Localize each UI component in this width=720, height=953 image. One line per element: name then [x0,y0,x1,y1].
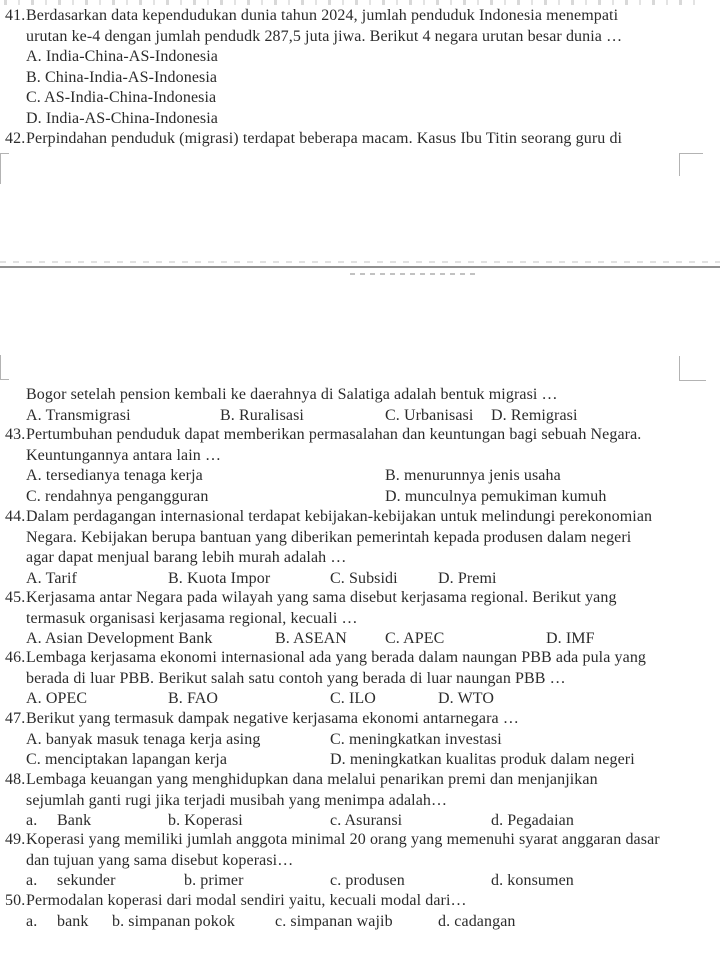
question-line [0,129,720,150]
answer-option: A. Tarif [26,569,77,587]
option-row [0,109,720,130]
answer-option: D. WTO [438,690,495,707]
option-row [0,871,720,892]
option-row [0,88,720,109]
question-line [0,791,720,812]
answer-option: A. India-China-AS-Indonesia [26,48,218,65]
question-text-line: agar dapat menjual barang lebih murah adalah … [26,549,347,566]
question-text-line: Keuntungannya antara lain … [26,446,222,464]
question-number: 42. [5,130,26,147]
answer-option: d. cadangan [438,912,516,930]
question-text-line: dan tujuan yang sama disebut koperasi… [26,851,294,869]
answer-option: Bank [57,812,92,829]
option-row [0,487,720,508]
answer-option: B. ASEAN [275,630,347,647]
answer-option: D. Premi [438,569,497,587]
answer-option: bank [57,912,89,930]
option-row [0,406,720,427]
question-43 [0,425,720,507]
question-number: 50. [5,892,26,909]
question-50 [0,891,720,932]
answer-option: c. Asuransi [330,812,403,829]
question-42-part2 [0,385,720,426]
question-text-line: Perpindahan penduduk (migrasi) terdapat beberapa macam. Kasus Ibu Titin seorang guru di [26,130,623,147]
answer-option: b. simpanan pokok [112,912,236,930]
question-text-line: Negara. Kebijakan berupa bantuan yang diberikan pemerintah kepada produsen dalam negeri [26,528,632,546]
option-row [0,68,720,89]
question-text-line: urutan ke-4 dengan jumlah pendudk 287,5 juta jiwa. Berikut 4 negara urutan besar dunia … [26,27,623,45]
clipped-text-fragment [4,0,704,5]
question-line [0,507,720,528]
option-row [0,730,720,751]
answer-option: b. Koperasi [168,812,243,829]
question-text-line: Kerjasama antar Negara pada wilayah yang sama disebut kerjasama regional. Berikut yang [26,589,617,606]
answer-option: C. APEC [385,630,445,647]
crop-mark-top-left [0,153,9,184]
answer-option: D. munculnya pemukiman kumuh [385,487,607,505]
question-line [0,27,720,48]
question-line [0,891,720,912]
question-number: 49. [5,831,26,848]
answer-option: A. OPEC [26,690,88,707]
question-line [0,830,720,851]
question-45 [0,588,720,650]
question-41 [0,6,720,129]
page-break-dashes [350,273,480,275]
answer-option-letter: a. [26,872,38,889]
answer-option: C. Subsidi [330,569,398,587]
question-line [0,425,720,446]
crop-mark-bottom-right [679,356,706,381]
question-text-line: termasuk organisasi kerjasama regional, kecuali … [26,609,358,627]
question-text-line: Pertumbuhan penduduk dapat memberikan permasalahan dan keuntungan bagi sebuah Negara. [26,426,642,443]
option-row [0,689,720,710]
answer-option: B. menurunnya jenis usaha [385,467,561,484]
answer-option: C. ILO [330,690,376,707]
question-text-line: Berikut yang termasuk dampak negative kerjasama ekonomi antarnegara … [26,710,519,727]
answer-option: d. Pegadaian [491,812,574,829]
question-number: 46. [5,649,26,666]
question-49 [0,830,720,892]
answer-option: C. rendahnya pengangguran [26,487,209,505]
option-row [0,569,720,590]
answer-option: d. konsumen [491,872,574,889]
answer-option: D. IMF [546,630,595,647]
answer-option: C. AS-India-China-Indonesia [26,89,217,106]
question-44 [0,507,720,589]
answer-option: A. Transmigrasi [26,406,131,424]
question-line [0,548,720,569]
question-line [0,851,720,872]
question-number: 41. [5,7,26,24]
option-row [0,47,720,68]
page-edge-dots [0,261,720,263]
crop-mark-bottom-left [0,355,9,380]
question-line [0,648,720,669]
page-break-divider [0,266,720,268]
question-text-line: Koperasi yang memiliki jumlah anggota minimal 20 orang yang memenuhi syarat anggaran dasar [26,831,660,848]
option-row [0,466,720,487]
answer-option: A. banyak masuk tenaga kerja asing [26,730,261,748]
question-line [0,528,720,549]
answer-option: A. Asian Development Bank [26,630,213,647]
answer-option: sekunder [57,872,116,889]
question-line [0,709,720,730]
question-line [0,669,720,690]
answer-option: C. Urbanisasi [385,406,474,424]
question-number: 43. [5,426,26,443]
question-line [0,770,720,791]
question-47 [0,709,720,771]
question-number: 44. [5,508,26,525]
option-row [0,629,720,650]
answer-option: B. China-India-AS-Indonesia [26,68,218,86]
answer-option: D. India-AS-China-Indonesia [26,109,218,127]
question-46 [0,648,720,710]
question-text-line: Dalam perdagangan internasional terdapat kebijakan-kebijakan untuk melindungi perekonomian [26,508,653,525]
answer-option: B. Kuota Impor [168,569,271,587]
crop-mark-top-right [679,153,703,176]
question-number: 48. [5,771,26,788]
option-row [0,750,720,771]
question-line [0,588,720,609]
answer-option: B. FAO [168,690,219,707]
answer-option-letter: a. [26,812,38,829]
answer-option: b. primer [184,872,244,889]
question-text-line: Berdasarkan data kependudukan dunia tahun 2024, jumlah penduduk Indonesia menempati [26,7,619,24]
answer-option: D. meningkatkan kualitas produk dalam negeri [330,751,635,768]
question-text-line: berada di luar PBB. Berikut salah satu contoh yang berada di luar naungan PBB … [26,669,566,687]
question-42-part1 [0,129,720,150]
question-number: 45. [5,589,26,606]
question-line [0,6,720,27]
question-text-line: Lembaga keuangan yang menghidupkan dana melalui penarikan premi dan menjanjikan [26,771,598,788]
answer-option: c. simpanan wajib [275,912,393,930]
answer-option: C. menciptakan lapangan kerja [26,751,228,768]
answer-option: c. produsen [330,872,405,889]
question-line [0,446,720,467]
answer-option: A. tersedianya tenaga kerja [26,467,203,484]
question-text-line: Lembaga kerjasama ekonomi internasional ada yang berada dalam naungan PBB ada pula yang [26,649,647,666]
question-text-line: sejumlah ganti rugi jika terjadi musibah yang menimpa adalah… [26,791,448,809]
option-row [0,912,720,933]
option-row [0,811,720,832]
answer-option: C. meningkatkan investasi [330,730,502,748]
answer-option-letter: a. [26,912,38,930]
question-line [0,385,720,406]
answer-option: B. Ruralisasi [220,406,304,424]
question-number: 47. [5,710,26,727]
question-text-line: Bogor setelah pension kembali ke daerahnya di Salatiga adalah bentuk migrasi … [26,386,558,403]
question-text-line: Permodalan koperasi dari modal sendiri yaitu, kecuali modal dari… [26,892,467,909]
answer-option: D. Remigrasi [491,406,578,424]
question-line [0,609,720,630]
question-48 [0,770,720,832]
